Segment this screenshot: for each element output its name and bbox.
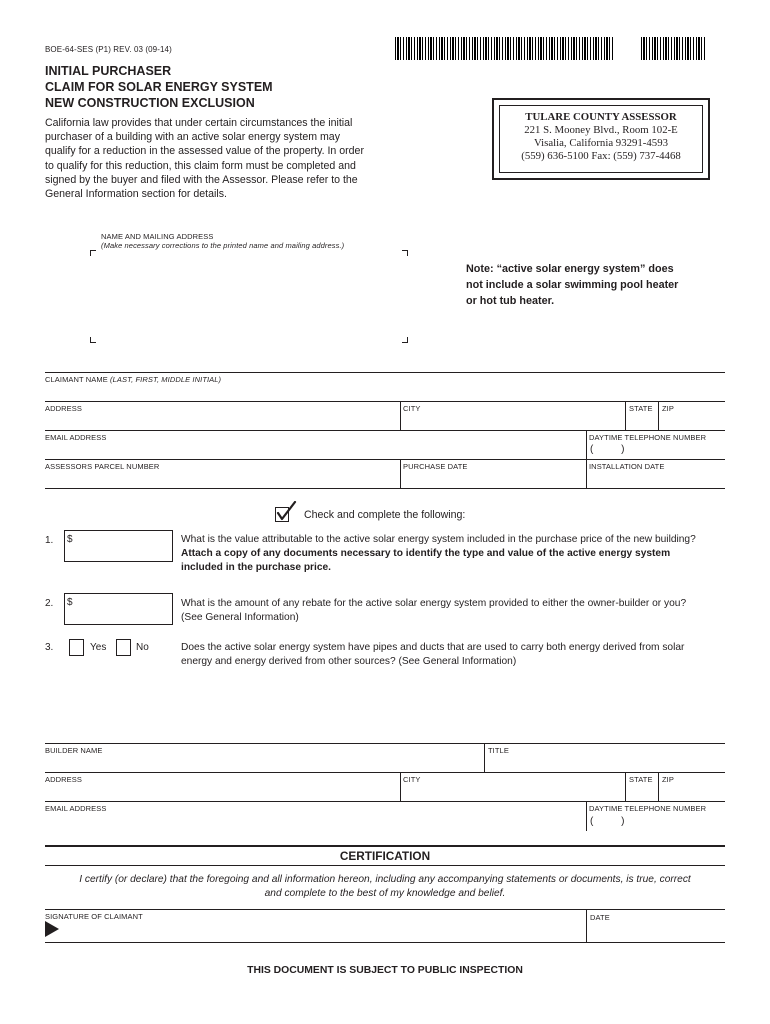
q2-text — [181, 597, 726, 625]
claimant-zip-label: ZIP — [662, 404, 674, 413]
divider — [45, 372, 725, 373]
divider — [45, 401, 725, 402]
q3-yes-label: Yes — [90, 642, 107, 653]
builder-state-label: STATE — [629, 775, 653, 784]
assessor-phone: (559) 636-5100 Fax: (559) 737-4468 — [521, 150, 681, 162]
intro-line: qualify for a reduction in the assessed value of the property. In order — [45, 145, 364, 158]
divider — [45, 772, 725, 773]
divider — [45, 865, 725, 866]
builder-phone-input[interactable] — [603, 816, 718, 829]
builder-phone-label: DAYTIME TELEPHONE NUMBER — [589, 804, 707, 813]
signature-label: SIGNATURE OF CLAIMANT — [45, 912, 143, 921]
barcode-main — [395, 37, 615, 60]
claimant-email-input[interactable] — [48, 443, 578, 457]
corner-mark-icon — [90, 337, 96, 343]
form-id: BOE-64-SES (P1) REV. 03 (09-14) — [45, 45, 172, 54]
check-instruction: Check and complete the following: — [304, 509, 466, 521]
solar-note — [466, 261, 678, 309]
signature-field[interactable] — [64, 920, 579, 940]
form-title — [45, 63, 273, 111]
certification-statement — [45, 873, 725, 901]
certification-line: I certify (or declare) that the foregoing and all information hereon, including any accompanying statements or documents, is true, correct — [79, 874, 691, 885]
claimant-address-label: ADDRESS — [45, 404, 82, 413]
intro-line: purchaser of a building with an active solar energy system may — [45, 131, 341, 144]
divider — [45, 488, 725, 489]
divider — [45, 942, 725, 943]
divider — [658, 772, 659, 801]
purchase-date-label: PURCHASE DATE — [403, 462, 468, 471]
installation-date-label: INSTALLATION DATE — [589, 462, 665, 471]
q3-yes-checkbox[interactable] — [69, 639, 84, 656]
q1-amount-input[interactable] — [76, 534, 168, 556]
q3-no-checkbox[interactable] — [116, 639, 131, 656]
divider — [45, 801, 725, 802]
q3-number: 3. — [45, 642, 54, 653]
builder-phone-format: ( ) — [590, 816, 625, 827]
builder-zip-input[interactable] — [662, 785, 722, 799]
corner-mark-icon — [402, 337, 408, 343]
date-input[interactable] — [590, 924, 720, 938]
certification-line: and complete to the best of my knowledge and belief. — [264, 888, 506, 899]
purchase-date-input[interactable] — [403, 472, 581, 486]
q1-question: What is the value attributable to the active solar energy system included in the purchase price of the new building? — [181, 534, 696, 545]
claimant-phone-input[interactable] — [603, 444, 718, 457]
assessor-address: 221 S. Mooney Blvd., Room 102-E — [524, 124, 678, 136]
note-line: or hot tub heater. — [466, 295, 555, 307]
q2-number: 2. — [45, 598, 54, 609]
label-text-italic: (LAST, FIRST, MIDDLE INITIAL) — [110, 375, 222, 384]
assessor-city: Visalia, California 93291-4593 — [534, 137, 668, 149]
mailing-address-input[interactable] — [96, 256, 396, 334]
claimant-phone-format: ( ) — [590, 444, 625, 455]
q3-no-label: No — [136, 642, 149, 653]
builder-city-label: CITY — [403, 775, 421, 784]
claimant-address-input[interactable] — [48, 414, 393, 428]
title-line-2: CLAIM FOR SOLAR ENERGY SYSTEM — [45, 80, 273, 94]
divider — [586, 801, 587, 831]
divider — [400, 401, 401, 430]
builder-name-label: BUILDER NAME — [45, 746, 103, 755]
builder-name-input[interactable] — [48, 756, 478, 770]
checkmark-icon — [275, 501, 297, 522]
date-label: DATE — [590, 913, 610, 922]
q3-question: energy and energy derived from other sources? (See General Information) — [181, 656, 517, 667]
intro-line: to qualify for this reduction, this claim form must be completed and — [45, 159, 356, 172]
q1-instruction: Attach a copy of any documents necessary to identify the type and value of the active energy system — [181, 548, 671, 559]
divider — [400, 772, 401, 801]
divider — [625, 401, 626, 430]
intro-line: General Information section for details. — [45, 188, 227, 201]
installation-date-input[interactable] — [589, 472, 719, 486]
label-text: CLAIMANT NAME — [45, 375, 108, 384]
q2-question: (See General Information) — [181, 612, 299, 623]
note-line: Note: “active solar energy system” does — [466, 263, 674, 275]
q2-amount-input[interactable] — [76, 597, 168, 619]
q1-text — [181, 533, 726, 575]
builder-city-input[interactable] — [403, 785, 621, 799]
corner-mark-icon — [402, 250, 408, 256]
divider — [625, 772, 626, 801]
mailing-label: NAME AND MAILING ADDRESS — [101, 232, 214, 241]
title-line-1: INITIAL PURCHASER — [45, 64, 172, 78]
divider — [45, 845, 725, 847]
builder-email-input[interactable] — [48, 814, 578, 828]
divider — [586, 909, 587, 942]
note-line: not include a solar swimming pool heater — [466, 279, 679, 291]
builder-zip-label: ZIP — [662, 775, 674, 784]
intro-line: California law provides that under certain circumstances the initial — [45, 117, 353, 129]
q1-currency: $ — [67, 534, 73, 545]
claimant-name-label — [45, 375, 221, 384]
assessor-name: TULARE COUNTY ASSESSOR — [525, 111, 677, 123]
claimant-phone-label: DAYTIME TELEPHONE NUMBER — [589, 433, 707, 442]
mailing-note: (Make necessary corrections to the printed name and mailing address.) — [101, 241, 345, 250]
q1-instruction: included in the purchase price. — [181, 562, 332, 573]
divider — [45, 743, 725, 744]
divider — [484, 743, 485, 772]
builder-address-label: ADDRESS — [45, 775, 82, 784]
q2-question: What is the amount of any rebate for the active solar energy system provided to either the owner-builder or you? — [181, 598, 687, 609]
claimant-zip-input[interactable] — [662, 414, 722, 428]
divider — [586, 430, 587, 459]
claimant-name-input[interactable] — [48, 386, 718, 400]
certification-heading: CERTIFICATION — [339, 849, 431, 863]
divider — [586, 459, 587, 488]
intro-line: signed by the buyer and filed with the Assessor. Please refer to the — [45, 173, 358, 186]
claimant-email-label: EMAIL ADDRESS — [45, 433, 107, 442]
builder-title-input[interactable] — [488, 756, 720, 770]
divider — [45, 909, 725, 910]
barcode-secondary — [641, 37, 705, 60]
q3-question: Does the active solar energy system have pipes and ducts that are used to carry both energy derived from solar — [181, 642, 685, 653]
apn-input[interactable] — [48, 472, 393, 486]
builder-state-input[interactable] — [629, 785, 655, 799]
builder-title-label: TITLE — [488, 746, 509, 755]
divider — [658, 401, 659, 430]
q1-number: 1. — [45, 535, 54, 546]
assessor-box — [492, 98, 710, 180]
builder-address-input[interactable] — [48, 785, 393, 799]
claimant-state-label: STATE — [629, 404, 653, 413]
sign-here-arrow-icon — [45, 921, 59, 937]
divider — [45, 459, 725, 460]
title-line-3: NEW CONSTRUCTION EXCLUSION — [45, 96, 255, 110]
q3-text — [181, 641, 726, 669]
builder-email-label: EMAIL ADDRESS — [45, 804, 107, 813]
divider — [400, 459, 401, 488]
intro-paragraph — [45, 116, 375, 201]
apn-label: ASSESSORS PARCEL NUMBER — [45, 462, 160, 471]
public-inspection-notice: THIS DOCUMENT IS SUBJECT TO PUBLIC INSPECTION — [247, 965, 523, 976]
claimant-city-input[interactable] — [403, 414, 621, 428]
claimant-city-label: CITY — [403, 404, 421, 413]
claimant-state-input[interactable] — [629, 414, 655, 428]
divider — [45, 430, 725, 431]
q2-currency: $ — [67, 597, 73, 608]
